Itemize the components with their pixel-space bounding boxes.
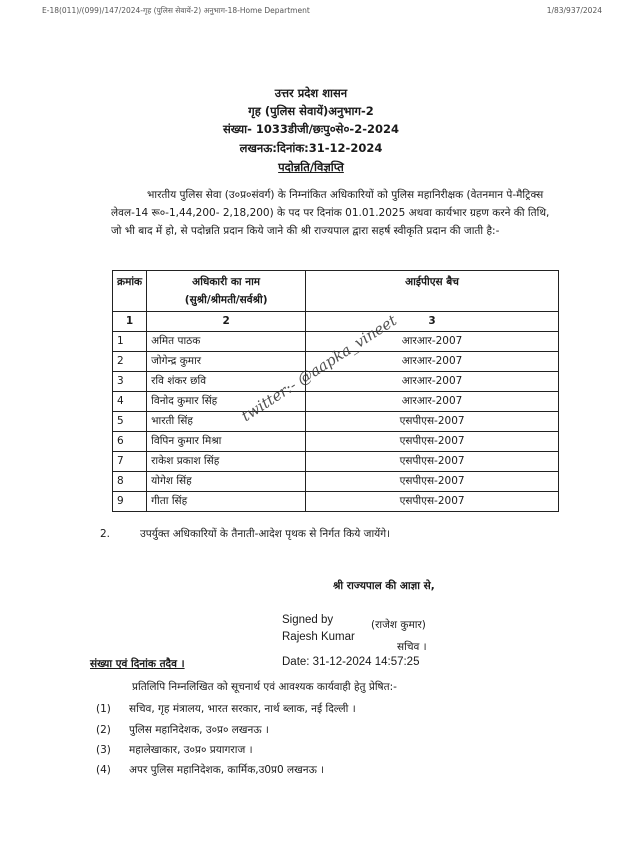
table-column-number-row — [113, 312, 559, 332]
header-serial: क्रमांक — [113, 271, 147, 312]
cell-serial: 9 — [113, 492, 147, 512]
signature-date: Date: 31-12-2024 14:57:25 — [282, 656, 420, 668]
table-row — [113, 432, 559, 452]
header-officer-name — [147, 271, 306, 312]
cell-officer-name: अमित पाठक — [147, 332, 306, 352]
department-name: गृह (पुलिस सेवायें)अनुभाग-2 — [248, 104, 374, 118]
cell-serial: 2 — [113, 352, 147, 372]
table-row — [113, 372, 559, 392]
header-name-label: अधिकारी का नाम — [192, 276, 261, 288]
point-2-text: उपर्युक्त अधिकारियों के तैनाती-आदेश पृथक से निर्गत किये जायेंगे। — [140, 528, 391, 540]
cell-batch: आरआर-2007 — [306, 392, 559, 412]
cell-serial: 3 — [113, 372, 147, 392]
document-reference: 1/83/937/2024 — [546, 6, 602, 15]
order-date: लखनऊ:दिनांक:31-12-2024 — [239, 141, 383, 155]
cell-serial: 7 — [113, 452, 147, 472]
body-paragraph-text: भारतीय पुलिस सेवा (उ०प्र०संवर्ग) के निम्नांकित अधिकारियों को पुलिस महानिरीक्षक (वेतनमान पे-मैट्रिक्स लेवल-14 रू०-1,44,200- 2,18,200) के पद पर दिनांक 01.01.2025 अथवा कार्यभार ग्रहण करने की तिथि, जो भी बाद में हो, से पदोन्नति प्रदान किये जाने की श्री राज्यपाल द्वारा सहर्ष स्वीकृति प्रदान की जाती है:- — [111, 189, 550, 237]
signer-name-en: Rajesh Kumar — [282, 631, 355, 643]
table-row — [113, 472, 559, 492]
file-reference: E-18(011)/(099)/147/2024-गृह (पुलिस सेवायें-2) अनुभाग-18-Home Department — [42, 6, 310, 15]
col-number: 2 — [147, 312, 306, 332]
table-row — [113, 392, 559, 412]
cell-officer-name: राकेश प्रकाश सिंह — [147, 452, 306, 472]
govt-name: उत्तर प्रदेश शासन — [274, 86, 348, 100]
officers-table — [112, 270, 559, 512]
point-2-number: 2. — [100, 528, 111, 540]
cell-batch: आरआर-2007 — [306, 332, 559, 352]
cell-batch: एसपीएस-2007 — [306, 432, 559, 452]
cell-serial: 8 — [113, 472, 147, 492]
cell-serial: 6 — [113, 432, 147, 452]
cell-serial: 5 — [113, 412, 147, 432]
signer-designation: सचिव । — [397, 641, 427, 653]
table-row — [113, 492, 559, 512]
governor-order-line: श्री राज्यपाल की आज्ञा से, — [333, 580, 435, 592]
cell-batch: एसपीएस-2007 — [306, 452, 559, 472]
header-name-sub: (सुश्री/श्रीमती/सर्वश्री) — [184, 294, 268, 306]
cell-batch: आरआर-2007 — [306, 372, 559, 392]
cell-officer-name: रवि शंकर छवि — [147, 372, 306, 392]
cell-officer-name: भारती सिंह — [147, 412, 306, 432]
copy-to-item: (3) महालेखाकार, उ०प्र० प्रयागराज । — [96, 744, 253, 756]
cell-batch: एसपीएस-2007 — [306, 492, 559, 512]
table-row — [113, 412, 559, 432]
cell-batch: एसपीएस-2007 — [306, 472, 559, 492]
cell-batch: एसपीएस-2007 — [306, 412, 559, 432]
copy-to-intro: प्रतिलिपि निम्नलिखित को सूचनार्थ एवं आवश्यक कार्यवाही हेतु प्रेषित:- — [132, 681, 397, 693]
notification-heading: पदोन्नति/विज्ञप्ति — [278, 160, 344, 174]
cell-serial: 4 — [113, 392, 147, 412]
copy-to-item: (2) पुलिस महानिदेशक, उ०प्र० लखनऊ । — [96, 724, 269, 736]
signer-name-hi: (राजेश कुमार) — [371, 619, 426, 631]
reference-line: संख्या एवं दिनांक तदैव । — [90, 658, 185, 670]
copy-to-item: (1) सचिव, गृह मंत्रालय, भारत सरकार, नार्थ ब्लाक, नई दिल्ली । — [96, 703, 356, 715]
copy-to-item: (4) अपर पुलिस महानिदेशक, कार्मिक,उ0प्र0 लखनऊ । — [96, 764, 325, 776]
watermark: twitter:- @aapka_vineet — [238, 311, 400, 426]
order-number: संख्या- 1033डीजी/छःपु०से०-2-2024 — [223, 122, 399, 136]
table-row — [113, 452, 559, 472]
cell-officer-name: योगेश सिंह — [147, 472, 306, 492]
cell-officer-name: जोगेन्द्र कुमार — [147, 352, 306, 372]
point-2 — [100, 527, 390, 541]
cell-officer-name: विनोद कुमार सिंह — [147, 392, 306, 412]
cell-officer-name: विपिन कुमार मिश्रा — [147, 432, 306, 452]
signed-by-label: Signed by — [282, 614, 334, 626]
col-number: 3 — [306, 312, 559, 332]
col-number: 1 — [113, 312, 147, 332]
cell-officer-name: गीता सिंह — [147, 492, 306, 512]
cell-serial: 1 — [113, 332, 147, 352]
table-header-row — [113, 271, 559, 312]
header-ips-batch: आईपीएस बैच — [306, 271, 559, 312]
body-paragraph — [111, 186, 559, 240]
cell-batch: आरआर-2007 — [306, 352, 559, 372]
